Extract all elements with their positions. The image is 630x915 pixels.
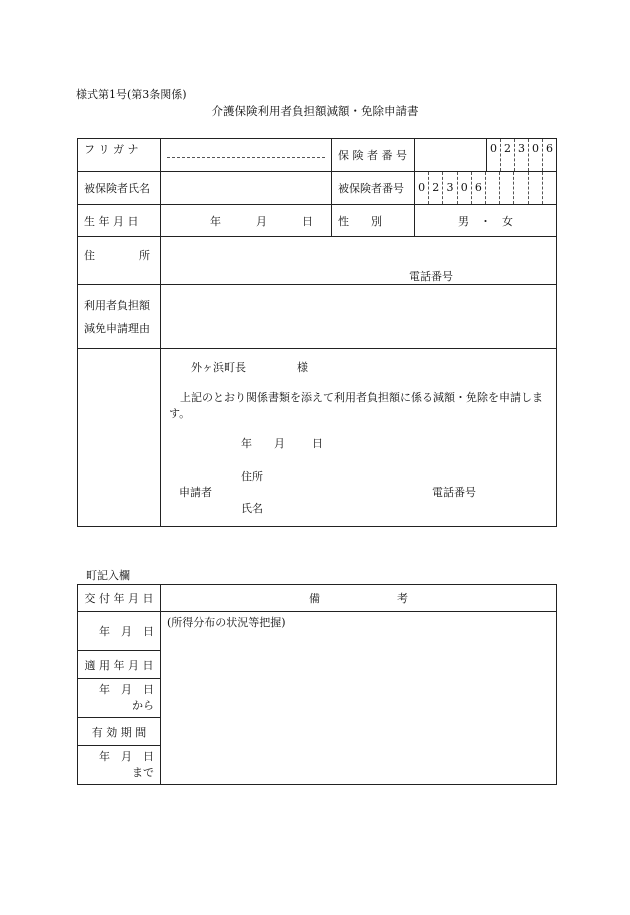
applicant-address-label: 住所 [241,470,263,483]
address-label: 住 所 [78,237,161,285]
declaration-year: 年 [241,437,252,450]
reason-label [78,285,161,349]
document-title: 介護保険利用者負担額減額・免除申請書 [211,104,419,118]
remarks-note: (所得分布の状況等把握) [167,616,286,629]
insured-digit: 6 [472,172,486,204]
insured-digit: 2 [429,172,443,204]
insurer-digit: 3 [515,139,529,171]
insured-no-digits [415,172,556,204]
apply-date-label: 適 用 年 月 日 [78,651,161,679]
honorific: 様 [297,361,308,374]
insurer-digit: 0 [487,139,501,171]
declaration-cell [161,349,557,527]
insured-digit [529,172,543,204]
apply-date-from: から [132,699,154,712]
town-section-table [77,584,557,785]
valid-period-until: まで [132,766,154,779]
sex-label: 性 別 [332,205,415,237]
insured-digit: 0 [415,172,429,204]
declaration-month: 月 [274,437,285,450]
issue-date-label: 交 付 年 月 日 [78,585,161,612]
address-phone-label: 電話番号 [409,270,453,283]
insurer-no-label: 保 険 者 番 号 [332,139,415,172]
declaration-left-blank [78,349,161,527]
insured-no-label: 被保険者番号 [332,172,415,205]
insured-digit: 0 [458,172,472,204]
furigana-label-text: フ リ ガ ナ [84,143,139,156]
birth-day: 日 [302,214,313,228]
furigana-dotted-line [167,139,325,158]
birth-year: 年 [210,214,221,228]
insurer-no-blank [415,139,487,172]
insured-digit [486,172,500,204]
remarks-field[interactable] [161,612,557,785]
birth-date-field[interactable] [161,205,332,237]
form-id: 様式第1号(第3条関係) [76,88,187,101]
sex-options[interactable]: 男 ・ 女 [415,205,557,237]
furigana-label [78,139,161,172]
furigana-field[interactable] [161,139,332,172]
apply-date-field[interactable] [78,679,161,718]
valid-period-ymd: 年 月 日 [99,750,154,763]
declaration-body: 上記のとおり関係書類を添えて利用者負担額に係る減額・免除を申請します。 [169,391,543,420]
applicant-phone-label: 電話番号 [432,486,476,499]
insurer-digit: 0 [529,139,543,171]
town-section-label: 町記入欄 [86,569,130,582]
insured-name-label: 被保険者氏名 [78,172,161,205]
issue-date-field[interactable]: 年 月 日 [78,612,161,651]
addressee: 外ヶ浜町長 [191,361,246,374]
insured-digit [543,172,556,204]
insurer-digit: 6 [546,142,553,155]
insurer-no-field[interactable] [487,139,557,172]
applicant-label: 申請者 [179,486,212,499]
apply-date-ymd: 年 月 日 [99,683,154,696]
applicant-name-label: 氏名 [241,502,263,515]
valid-period-label: 有 効 期 間 [78,718,161,746]
birth-month: 月 [256,214,267,228]
insured-digit [514,172,528,204]
reason-label-line-2: 減免申請理由 [84,321,150,335]
insured-name-field[interactable] [161,172,332,205]
applicant-table [77,138,557,527]
reason-field[interactable] [161,285,557,349]
insurer-digit: 2 [501,139,515,171]
reason-label-line-1: 利用者負担額 [84,298,150,312]
declaration-day: 日 [312,437,323,450]
insured-digit: 3 [443,172,457,204]
remarks-label: 備 考 [161,585,557,612]
insurer-no-digits [487,139,556,171]
valid-period-field[interactable] [78,746,161,785]
birth-date-label: 生 年 月 日 [78,205,161,237]
insured-no-field[interactable] [415,172,557,205]
address-field[interactable] [161,237,557,285]
insured-digit [500,172,514,204]
